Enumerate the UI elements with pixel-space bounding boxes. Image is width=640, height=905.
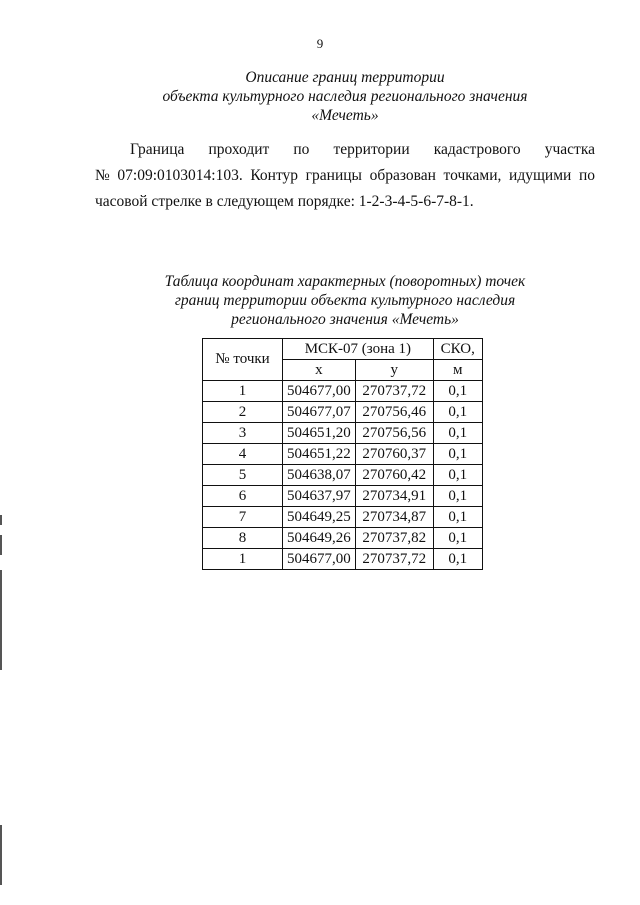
header-y: y xyxy=(355,360,433,381)
table-row xyxy=(203,486,483,507)
cell-y: 270756,46 xyxy=(355,402,433,423)
cell-x: 504638,07 xyxy=(283,465,356,486)
cell-point: 1 xyxy=(203,381,283,402)
paragraph-line-1 xyxy=(130,140,595,160)
scan-margin-mark xyxy=(0,535,2,555)
cell-x: 504677,07 xyxy=(283,402,356,423)
table-row xyxy=(203,402,483,423)
cell-x: 504637,97 xyxy=(283,486,356,507)
cell-sko: 0,1 xyxy=(433,486,482,507)
cell-point: 2 xyxy=(203,402,283,423)
cell-sko: 0,1 xyxy=(433,402,482,423)
header-coordinate-system: МСК-07 (зона 1) xyxy=(283,339,434,360)
scan-margin-mark xyxy=(0,570,2,670)
header-x: x xyxy=(283,360,356,381)
cell-y: 270734,91 xyxy=(355,486,433,507)
heading-line-2: объекта культурного наследия регионального значения xyxy=(162,88,528,105)
cell-point: 4 xyxy=(203,444,283,465)
paragraph-word: территории xyxy=(333,141,410,158)
scan-margin-mark xyxy=(0,515,2,525)
table-row xyxy=(203,528,483,549)
cell-point: 3 xyxy=(203,423,283,444)
cell-x: 504677,00 xyxy=(283,381,356,402)
cell-sko: 0,1 xyxy=(433,528,482,549)
cell-sko: 0,1 xyxy=(433,507,482,528)
table-row xyxy=(203,507,483,528)
paragraph-word: 07:09:0103014:103. xyxy=(117,167,243,184)
cell-sko: 0,1 xyxy=(433,549,482,570)
cell-sko: 0,1 xyxy=(433,465,482,486)
paragraph-word: образован xyxy=(369,167,436,184)
paragraph-word: Контур xyxy=(250,167,299,184)
cell-x: 504651,22 xyxy=(283,444,356,465)
paragraph-word: участка xyxy=(544,141,595,158)
paragraph-line-2 xyxy=(95,166,595,186)
cell-y: 270734,87 xyxy=(355,507,433,528)
cell-point: 7 xyxy=(203,507,283,528)
cell-sko: 0,1 xyxy=(433,444,482,465)
cell-x: 504649,25 xyxy=(283,507,356,528)
document-heading xyxy=(60,68,630,125)
cell-x: 504651,20 xyxy=(283,423,356,444)
cell-sko: 0,1 xyxy=(433,381,482,402)
scan-margin-mark xyxy=(0,825,2,885)
header-sko: СКО, xyxy=(433,339,482,360)
cell-point: 1 xyxy=(203,549,283,570)
table-row xyxy=(203,444,483,465)
paragraph-word: проходит xyxy=(208,141,270,158)
table-caption-line-2: границ территории объекта культурного наследия xyxy=(174,292,516,309)
paragraph-word: точками, xyxy=(443,167,502,184)
cell-x: 504649,26 xyxy=(283,528,356,549)
paragraph-word: Граница xyxy=(130,141,185,158)
header-unit: м xyxy=(433,360,482,381)
cell-y: 270760,42 xyxy=(355,465,433,486)
table-row xyxy=(203,381,483,402)
paragraph-line-3: часовой стрелке в следующем порядке: 1-2-3-4-5-6-7-8-1. xyxy=(95,193,474,210)
cell-point: 5 xyxy=(203,465,283,486)
paragraph-word: № xyxy=(95,167,110,184)
cell-y: 270737,82 xyxy=(355,528,433,549)
table-row xyxy=(203,423,483,444)
cell-point: 8 xyxy=(203,528,283,549)
paragraph-word: границы xyxy=(305,167,362,184)
paragraph-word: идущими xyxy=(509,167,572,184)
paragraph-word: кадастрового xyxy=(433,141,521,158)
page-number: 9 xyxy=(316,36,324,51)
cell-x: 504677,00 xyxy=(283,549,356,570)
paragraph-word: по xyxy=(578,167,595,184)
table-row xyxy=(203,465,483,486)
coordinates-table xyxy=(202,338,483,570)
heading-line-1: Описание границ территории xyxy=(245,69,445,86)
cell-sko: 0,1 xyxy=(433,423,482,444)
table-row xyxy=(203,549,483,570)
paragraph-word: по xyxy=(293,141,310,158)
cell-point: 6 xyxy=(203,486,283,507)
table-caption-line-3: регионального значения «Мечеть» xyxy=(231,311,459,328)
cell-y: 270737,72 xyxy=(355,549,433,570)
cell-y: 270756,56 xyxy=(355,423,433,444)
cell-y: 270760,37 xyxy=(355,444,433,465)
heading-line-3: «Мечеть» xyxy=(311,107,379,124)
cell-y: 270737,72 xyxy=(355,381,433,402)
header-point-number: № точки xyxy=(203,339,283,381)
table-caption-line-1: Таблица координат характерных (поворотных) точек xyxy=(164,273,526,290)
table-caption xyxy=(60,272,630,329)
